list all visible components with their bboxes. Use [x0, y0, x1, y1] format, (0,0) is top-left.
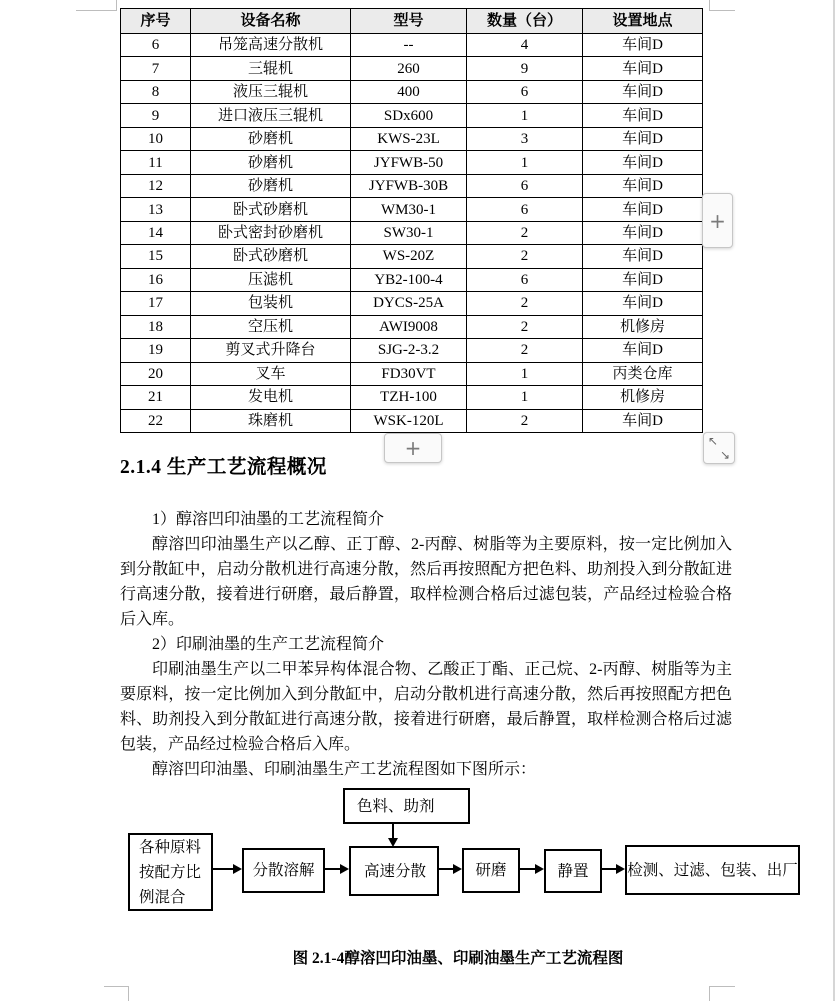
table-cell[interactable]: 车间D [583, 268, 703, 291]
flow-arrow [212, 868, 233, 870]
table-cell[interactable]: SW30-1 [351, 221, 467, 244]
paragraph[interactable]: 1）醇溶凹印油墨的工艺流程简介 [152, 511, 385, 528]
table-cell[interactable]: JYFWB-50 [351, 151, 467, 174]
table-cell[interactable]: 叉车 [191, 362, 351, 385]
table-cell[interactable]: 1 [467, 386, 583, 409]
table-cell[interactable]: 车间D [583, 245, 703, 268]
table-row [121, 268, 703, 291]
table-cell[interactable]: TZH-100 [351, 386, 467, 409]
figure-caption[interactable]: 图 2.1-4醇溶凹印油墨、印刷油墨生产工艺流程图 [292, 950, 624, 967]
table-row [121, 104, 703, 127]
table-header-cell[interactable]: 型号 [351, 9, 467, 34]
table-header-cell[interactable]: 设备名称 [191, 9, 351, 34]
table-cell[interactable]: 2 [467, 315, 583, 338]
table-cell[interactable]: JYFWB-30B [351, 174, 467, 197]
table-row [121, 174, 703, 197]
flow-box-still[interactable]: 静置 [544, 849, 602, 893]
table-row [121, 362, 703, 385]
table-cell[interactable]: 空压机 [191, 315, 351, 338]
flow-arrow-down [392, 823, 394, 839]
add-row-button[interactable] [384, 433, 442, 463]
table-cell[interactable]: 3 [467, 127, 583, 150]
table-cell[interactable]: 2 [467, 409, 583, 433]
table-cell[interactable]: 机修房 [583, 315, 703, 338]
table-cell[interactable]: 车间D [583, 57, 703, 80]
table-header-cell[interactable]: 数量（台） [467, 9, 583, 34]
table-cell[interactable]: 卧式砂磨机 [191, 198, 351, 221]
flow-box-materials[interactable]: 各种原料按配方比例混合 [128, 833, 213, 911]
table-cell[interactable]: 剪叉式升降台 [191, 339, 351, 362]
table-cell[interactable]: 2 [467, 339, 583, 362]
table-cell[interactable]: 13 [121, 198, 191, 221]
table-cell[interactable]: 丙类仓库 [583, 362, 703, 385]
table-cell[interactable]: 车间D [583, 292, 703, 315]
flow-arrow [439, 868, 453, 870]
table-header-cell[interactable]: 设置地点 [583, 9, 703, 34]
table-row [121, 245, 703, 268]
crop-mark [709, 986, 735, 987]
flow-box-final[interactable]: 检测、过滤、包装、出厂 [625, 845, 800, 895]
table-cell[interactable]: 1 [467, 104, 583, 127]
table-cell[interactable]: 4 [467, 34, 583, 57]
table-cell[interactable]: 车间D [583, 127, 703, 150]
table-cell[interactable]: 2 [467, 221, 583, 244]
table-cell[interactable]: 发电机 [191, 386, 351, 409]
table-cell[interactable]: DYCS-25A [351, 292, 467, 315]
table-cell[interactable]: 车间D [583, 34, 703, 57]
paragraph[interactable]: 醇溶凹印油墨生产以乙醇、正丁醇、2-丙醇、树脂等为主要原料，按一定比例加入到分散缸中，启动分散机进行高速分散，然后再按照配方把色料、助剂投入到分散缸进行高速分散，接着进行研磨，最后静置，取样检测合格后过滤包装，产品经过检验合格后入库。 [120, 536, 732, 628]
equipment-table-body [121, 34, 703, 433]
table-row [121, 151, 703, 174]
crop-mark [128, 986, 129, 1001]
table-cell[interactable]: 8 [121, 80, 191, 103]
flow-box-disperse[interactable]: 分散溶解 [242, 848, 325, 893]
table-cell[interactable]: 2 [467, 245, 583, 268]
table-row [121, 57, 703, 80]
table-cell[interactable]: 砂磨机 [191, 151, 351, 174]
table-row [121, 339, 703, 362]
table-cell[interactable]: 机修房 [583, 386, 703, 409]
table-cell[interactable]: 6 [467, 80, 583, 103]
table-cell[interactable]: 19 [121, 339, 191, 362]
table-cell[interactable]: 液压三辊机 [191, 80, 351, 103]
table-row [121, 292, 703, 315]
table-cell[interactable]: 17 [121, 292, 191, 315]
crop-mark [76, 10, 117, 11]
table-cell[interactable]: 6 [467, 174, 583, 197]
table-cell[interactable]: 9 [121, 104, 191, 127]
table-header-cell[interactable]: 序号 [121, 9, 191, 34]
table-cell[interactable]: 22 [121, 409, 191, 433]
table-cell[interactable]: 7 [121, 57, 191, 80]
equipment-table [120, 8, 703, 433]
table-cell[interactable]: 14 [121, 221, 191, 244]
table-cell[interactable]: 珠磨机 [191, 409, 351, 433]
table-cell[interactable]: SDx600 [351, 104, 467, 127]
table-cell[interactable]: 6 [467, 268, 583, 291]
flow-box-highspeed[interactable]: 高速分散 [349, 846, 439, 896]
table-cell[interactable]: 20 [121, 362, 191, 385]
table-cell[interactable]: 18 [121, 315, 191, 338]
paragraph[interactable]: 印刷油墨生产以二甲苯异构体混合物、乙酸正丁酯、正己烷、2-丙醇、树脂等为主要原料，按一定比例加入到分散缸中，启动分散机进行高速分散，然后再按照配方把色料、助剂投入到分散缸进行高速分散，接着进行研磨，最后静置，取样检测合格后过滤包装，产品经过检验合格后入库。 [120, 661, 732, 753]
table-cell[interactable]: -- [351, 34, 467, 57]
table-cell[interactable]: 压滤机 [191, 268, 351, 291]
paragraph[interactable]: 醇溶凹印油墨、印刷油墨生产工艺流程图如下图所示： [152, 761, 537, 778]
crop-mark [104, 986, 129, 987]
table-cell[interactable]: 卧式密封砂磨机 [191, 221, 351, 244]
flow-arrow [602, 868, 616, 870]
table-cell[interactable]: 吊笼高速分散机 [191, 34, 351, 57]
table-row [121, 80, 703, 103]
table-cell[interactable]: 1 [467, 362, 583, 385]
table-header-row [121, 9, 703, 34]
table-cell[interactable]: 10 [121, 127, 191, 150]
table-cell[interactable]: 16 [121, 268, 191, 291]
table-cell[interactable]: WS-20Z [351, 245, 467, 268]
table-row [121, 198, 703, 221]
table-row [121, 221, 703, 244]
table-row [121, 386, 703, 409]
table-resize-button[interactable] [703, 432, 735, 464]
paragraph[interactable]: 2）印刷油墨的生产工艺流程简介 [152, 636, 385, 653]
table-cell[interactable]: 包装机 [191, 292, 351, 315]
table-cell[interactable]: 11 [121, 151, 191, 174]
body-paragraphs[interactable] [120, 507, 732, 782]
flow-box-colorant[interactable]: 色料、助剂 [343, 788, 470, 824]
table-cell[interactable]: 21 [121, 386, 191, 409]
table-cell[interactable]: 车间D [583, 221, 703, 244]
plus-icon: + [709, 208, 726, 233]
table-cell[interactable]: 车间D [583, 151, 703, 174]
crop-mark [709, 0, 710, 10]
table-row [121, 409, 703, 433]
table-cell[interactable]: 三辊机 [191, 57, 351, 80]
table-cell[interactable]: 车间D [583, 80, 703, 103]
section-heading[interactable]: 2.1.4 生产工艺流程概况 [120, 457, 327, 478]
table-cell[interactable]: AWI9008 [351, 315, 467, 338]
table-row [121, 34, 703, 57]
crop-mark [116, 0, 117, 10]
page-edge-line [833, 0, 835, 1001]
table-cell[interactable]: WM30-1 [351, 198, 467, 221]
table-cell[interactable]: KWS-23L [351, 127, 467, 150]
expand-arrows-icon: ↖ ↘ [708, 434, 730, 462]
plus-icon: + [404, 436, 422, 460]
table-cell[interactable]: 2 [467, 292, 583, 315]
table-cell[interactable]: 砂磨机 [191, 174, 351, 197]
table-cell[interactable]: 车间D [583, 339, 703, 362]
table-cell[interactable]: 400 [351, 80, 467, 103]
table-cell[interactable]: 车间D [583, 409, 703, 433]
table-cell[interactable]: SJG-2-3.2 [351, 339, 467, 362]
table-cell[interactable]: 12 [121, 174, 191, 197]
table-cell[interactable]: 1 [467, 151, 583, 174]
flow-arrow-down-head [388, 838, 398, 847]
flow-box-grind[interactable]: 研磨 [462, 848, 520, 893]
crop-mark [709, 986, 710, 1001]
table-row [121, 127, 703, 150]
table-cell[interactable]: 车间D [583, 174, 703, 197]
table-cell[interactable]: 6 [467, 198, 583, 221]
table-cell[interactable]: 260 [351, 57, 467, 80]
table-cell[interactable]: 车间D [583, 104, 703, 127]
add-column-button[interactable] [702, 193, 733, 248]
table-cell[interactable]: 15 [121, 245, 191, 268]
table-cell[interactable]: 6 [121, 34, 191, 57]
table-cell[interactable]: 卧式砂磨机 [191, 245, 351, 268]
table-cell[interactable]: YB2-100-4 [351, 268, 467, 291]
table-cell[interactable]: WSK-120L [351, 409, 467, 433]
table-row [121, 315, 703, 338]
table-cell[interactable]: 9 [467, 57, 583, 80]
flow-arrow [520, 868, 535, 870]
table-cell[interactable]: 进口液压三辊机 [191, 104, 351, 127]
table-cell[interactable]: 砂磨机 [191, 127, 351, 150]
crop-mark [709, 10, 735, 11]
table-cell[interactable]: FD30VT [351, 362, 467, 385]
table-cell[interactable]: 车间D [583, 198, 703, 221]
flow-arrow [325, 868, 340, 870]
